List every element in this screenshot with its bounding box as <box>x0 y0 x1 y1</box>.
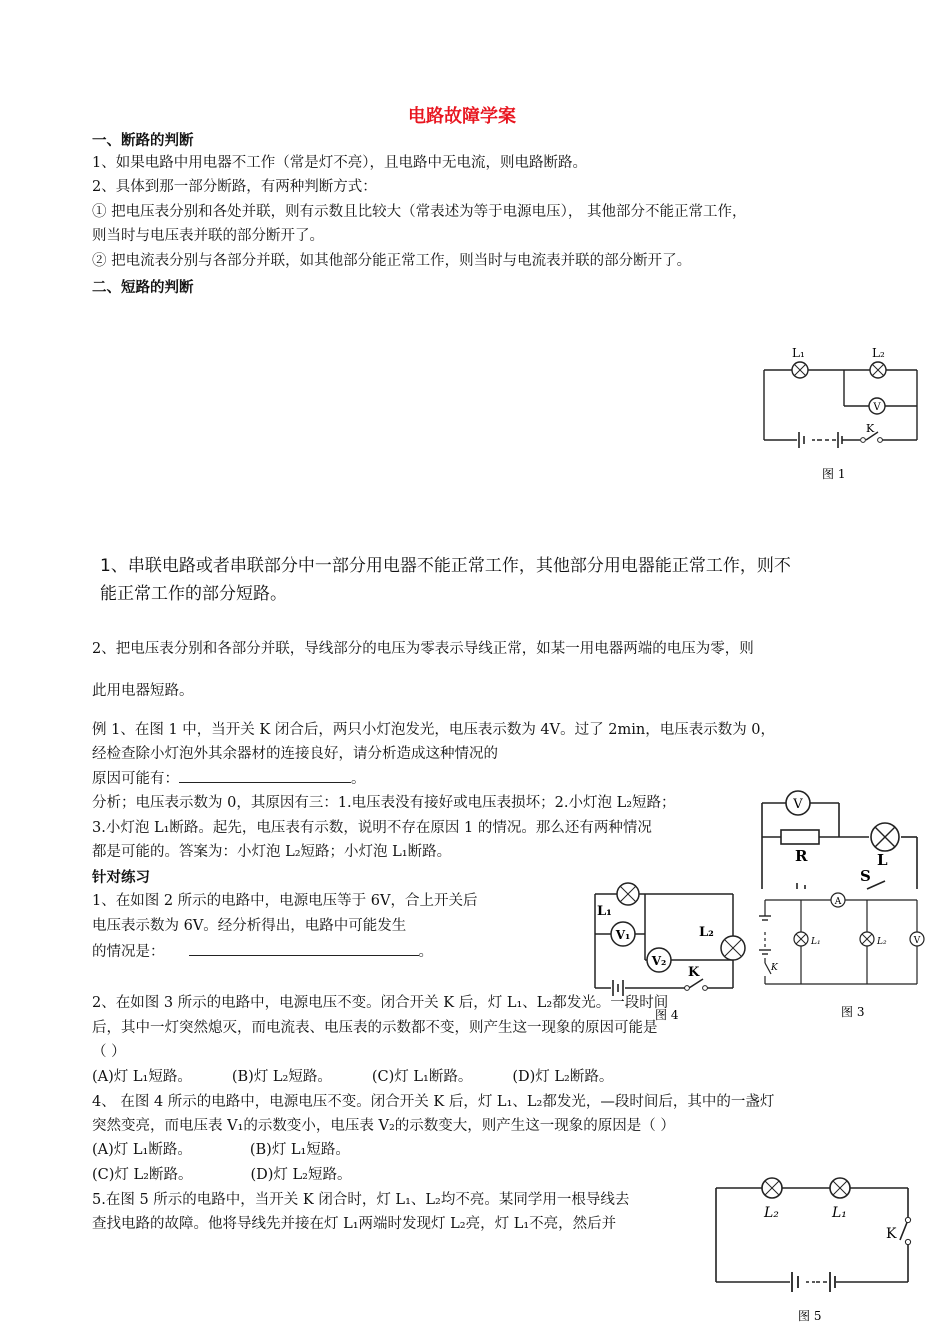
page-title: 电路故障学案 <box>408 106 516 127</box>
q1-line3-text: 的情况是： <box>92 944 165 960</box>
fig3-v-label: V <box>913 936 921 946</box>
q1-answer-blank[interactable] <box>189 940 419 956</box>
fig5-k-label: K <box>886 1226 897 1242</box>
example-line1: 例 1、在图 1 中，当开关 K 闭合后，两只小灯泡发光，电压表示数为 4V。过了 2min，电压表示数为 0， <box>92 722 776 738</box>
q5-line1: 5.在图 5 所示的电路中，当开关 K 闭合时，灯 L₁、L₂均不亮。某同学用一根导线去 <box>92 1192 630 1208</box>
figrl-l-label: L <box>877 851 888 869</box>
fig5-caption: 图 5 <box>798 1309 822 1323</box>
section2-big-b: 能正常工作的部分短路。 <box>100 584 287 604</box>
figrl-s-label: S <box>860 867 871 885</box>
section1-p3b: 则当时与电压表并联的部分断开了。 <box>92 228 324 244</box>
section1-p2: 2、具体到那一部分断路，有两种判断方式： <box>92 179 377 195</box>
fig1-v-label: V <box>873 402 881 413</box>
analysis-line2: 3.小灯泡 L₁断路。起先，电压表有示数，说明不存在原因 1 的情况。那么还有两种情况 <box>92 820 652 836</box>
q1-line1: 1、在如图 2 所示的电路中，电源电压等于 6V，合上开关后 <box>92 893 478 909</box>
lamp-l1-icon <box>830 1178 850 1198</box>
figure-3-circuit <box>757 888 932 1023</box>
fig1-caption: 图 1 <box>822 467 846 481</box>
fig2-v1-label: V₁ <box>615 928 631 942</box>
q2-options <box>92 1066 613 1088</box>
q4-options-cd <box>92 1164 351 1186</box>
lamp-l1-icon <box>617 883 639 905</box>
fig5-l1-label: L₁ <box>832 1205 847 1221</box>
analysis-line3: 都是可能的。答案为：小灯泡 L₂短路；小灯泡 L₁断路。 <box>92 844 452 860</box>
section1-heading: 一、断路的判断 <box>92 133 194 149</box>
section1-p1: 1、如果电路中用电器不工作（常是灯不亮），且电路中无电流，则电路断路。 <box>92 155 587 171</box>
fig1-l1-label: L₁ <box>792 346 805 360</box>
lamp-l2-icon <box>870 362 886 378</box>
q4-option-b: (B)灯 L₁短路。 <box>249 1142 350 1158</box>
q4-option-d: (D)灯 L₂短路。 <box>250 1167 352 1183</box>
q4-line1: 4、 在图 4 所示的电路中，电源电压不变。闭合开关 K 后，灯 L₁、L₂都发光，—段时间后，其中的一盏灯 <box>92 1094 775 1110</box>
section1-p4: ② 把电流表分别与各部分并联，如其他部分能正常工作，则当时与电流表并联的部分断开了。 <box>92 253 692 269</box>
section2-p2a: 2、把电压表分别和各部分并联，导线部分的电压为零表示导线正常，如某一用电器两端的电压为零，则 <box>92 641 754 657</box>
q2-option-d: (D)灯 L₂断路。 <box>512 1069 614 1085</box>
practice-heading: 针对练习 <box>92 870 150 886</box>
fig3-k-label: K <box>771 963 778 973</box>
section2-p2b: 此用电器短路。 <box>92 683 194 699</box>
section2-big-a: 1、串联电路或者串联部分中一部分用电器不能正常工作，其他部分用电器能正常工作，则不 <box>100 556 791 576</box>
fig5-l2-label: L₂ <box>764 1205 779 1221</box>
q2-line1: 2、在如图 3 所示的电路中，电源电压不变。闭合开关 K 后，灯 L₁、L₂都发光。一段时间 <box>92 995 669 1011</box>
section2-heading: 二、短路的判断 <box>92 280 194 296</box>
figure-1-circuit <box>752 340 927 490</box>
fig1-k-label: K <box>866 422 875 435</box>
answer-blank[interactable] <box>179 767 351 783</box>
q2-option-c: (C)灯 L₁断路。 <box>371 1069 473 1085</box>
fig3-l2-label: L₂ <box>877 937 887 947</box>
q4-line2: 突然变亮，而电压表 V₁的示数变小，电压表 V₂的示数变大，则产生这一现象的原因是（ ） <box>92 1118 675 1134</box>
lamp-l1-icon <box>794 932 808 946</box>
q1-line3-end: 。 <box>418 944 433 960</box>
example-line3-end: 。 <box>351 771 366 787</box>
lamp-l2-icon <box>721 936 745 960</box>
q4-option-c: (C)灯 L₂断路。 <box>92 1167 193 1183</box>
lamp-l2-icon <box>860 932 874 946</box>
fig3-a-label: A <box>834 897 842 907</box>
resistor-icon <box>781 830 819 844</box>
q1-line3 <box>92 940 433 963</box>
q2-option-a: (A)灯 L₁短路。 <box>92 1069 192 1085</box>
q2-option-b: (B)灯 L₂短路。 <box>231 1069 332 1085</box>
q4-options-ab <box>92 1139 350 1161</box>
example-line3-text: 原因可能有： <box>92 771 179 787</box>
fig2-v2-label: V₂ <box>651 954 667 968</box>
example-line3 <box>92 767 366 790</box>
q5-line2: 查找电路的故障。他将导线先并接在灯 L₁两端时发现灯 L₂亮，灯 L₁不亮，然后并 <box>92 1216 617 1232</box>
figrl-v-label: V <box>793 797 803 812</box>
lamp-l1-icon <box>792 362 808 378</box>
example-line2: 经检查除小灯泡外其余器材的连接良好，请分析造成这种情况的 <box>92 746 498 762</box>
analysis-line1: 分析；电压表示数为 0，其原因有三：1.电压表没有接好或电压表损坏；2.小灯泡 L₂短路； <box>92 795 676 811</box>
fig2-l2-label: L₂ <box>699 925 714 940</box>
figure-5-circuit <box>710 1172 925 1337</box>
lamp-l-icon <box>871 823 899 851</box>
fig2-k-label: K <box>688 965 700 980</box>
fig2-l1-label: L₁ <box>597 904 612 919</box>
q2-line2: 后，其中一灯突然熄灭，而电流表、电压表的示数都不变，则产生这一现象的原因可能是 <box>92 1020 658 1036</box>
fig4-caption: 图 4 <box>655 1008 679 1022</box>
section1-p3a: ① 把电压表分别和各处并联，则有示数且比较大（常表述为等于电源电压）， 其他部分不能正常工作， <box>92 204 747 220</box>
lamp-l2-icon <box>762 1178 782 1198</box>
q2-line3: （ ） <box>92 1044 126 1060</box>
figure-r-l-circuit <box>757 785 927 890</box>
q4-option-a: (A)灯 L₁断路。 <box>92 1142 192 1158</box>
fig3-l1-label: L₁ <box>811 937 821 947</box>
fig3-caption: 图 3 <box>841 1005 865 1019</box>
fig1-l2-label: L₂ <box>872 346 885 360</box>
figrl-r-label: R <box>795 847 808 865</box>
q1-line2: 电压表示数为 6V。经分析得出，电路中可能发生 <box>92 918 407 934</box>
